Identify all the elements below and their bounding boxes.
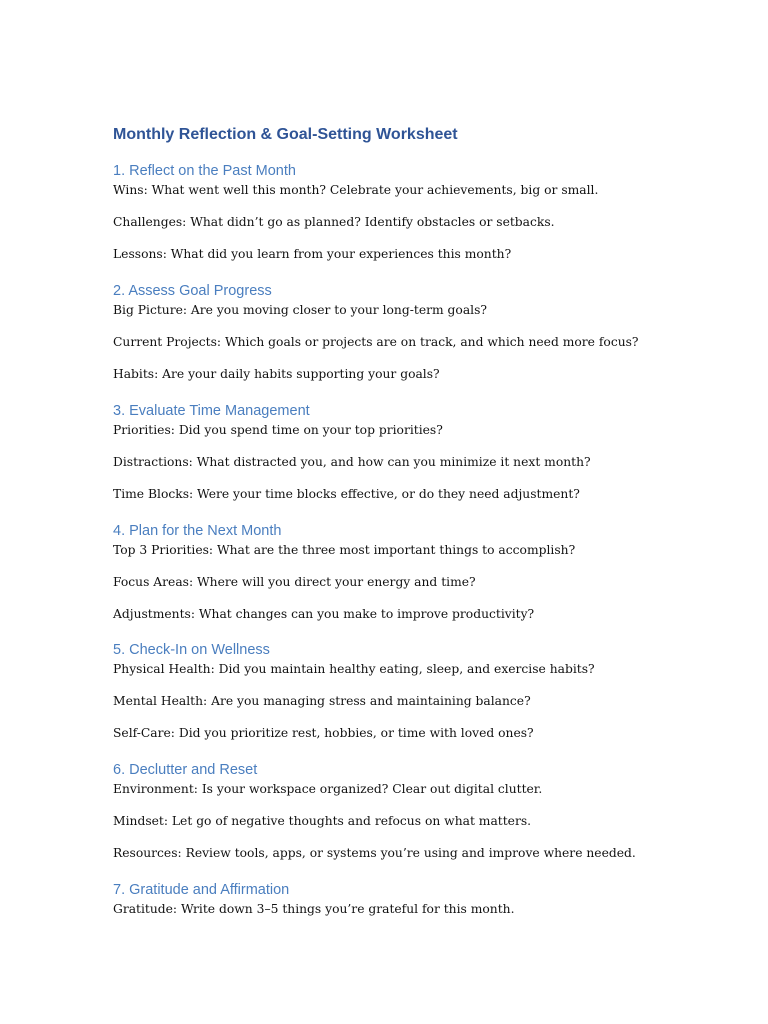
prompt-mindset: Mindset: Let go of negative thoughts and refocus on what matters. [113,814,532,828]
section-heading: 3. Evaluate Time Management [113,403,310,419]
prompt-focus-areas: Focus Areas: Where will you direct your energy and time? [113,575,476,589]
prompt-distractions: Distractions: What distracted you, and how can you minimize it next month? [113,455,591,469]
prompt-challenges: Challenges: What didn’t go as planned? Identify obstacles or setbacks. [113,215,555,229]
document-title: Monthly Reflection & Goal-Setting Worksheet [113,126,458,143]
prompt-current-projects: Current Projects: Which goals or projects are on track, and which need more focus? [113,335,639,349]
section-plan-next-month [113,520,575,623]
prompt-environment: Environment: Is your workspace organized? Clear out digital clutter. [113,782,543,796]
prompt-gratitude: Gratitude: Write down 3–5 things you’re grateful for this month. [113,902,515,916]
prompt-wins: Wins: What went well this month? Celebrate your achievements, big or small. [113,183,599,197]
prompt-time-blocks: Time Blocks: Were your time blocks effective, or do they need adjustment? [113,487,580,501]
prompt-top-3-priorities: Top 3 Priorities: What are the three most important things to accomplish? [113,543,576,557]
section-assess-goal-progress [113,280,639,383]
section-gratitude-affirmation [113,879,515,918]
prompt-self-care: Self-Care: Did you prioritize rest, hobbies, or time with loved ones? [113,726,534,740]
prompt-mental-health: Mental Health: Are you managing stress and maintaining balance? [113,694,531,708]
section-heading: 7. Gratitude and Affirmation [113,882,290,898]
prompt-big-picture: Big Picture: Are you moving closer to your long-term goals? [113,303,487,317]
section-heading: 4. Plan for the Next Month [113,523,282,539]
prompt-lessons: Lessons: What did you learn from your experiences this month? [113,247,512,261]
section-evaluate-time-management [113,400,591,503]
prompt-physical-health: Physical Health: Did you maintain healthy eating, sleep, and exercise habits? [113,662,595,676]
section-check-in-wellness [113,639,595,742]
title-block [113,122,458,148]
section-heading: 2. Assess Goal Progress [113,283,272,299]
prompt-resources: Resources: Review tools, apps, or systems you’re using and improve where needed. [113,846,636,860]
section-reflect-past-month [113,160,598,263]
section-heading: 1. Reflect on the Past Month [113,163,296,179]
prompt-habits: Habits: Are your daily habits supporting your goals? [113,367,440,381]
section-heading: 5. Check-In on Wellness [113,642,270,658]
prompt-priorities: Priorities: Did you spend time on your top priorities? [113,423,443,437]
section-heading: 6. Declutter and Reset [113,762,258,778]
section-declutter-reset [113,759,636,862]
prompt-adjustments: Adjustments: What changes can you make to improve productivity? [113,607,535,621]
